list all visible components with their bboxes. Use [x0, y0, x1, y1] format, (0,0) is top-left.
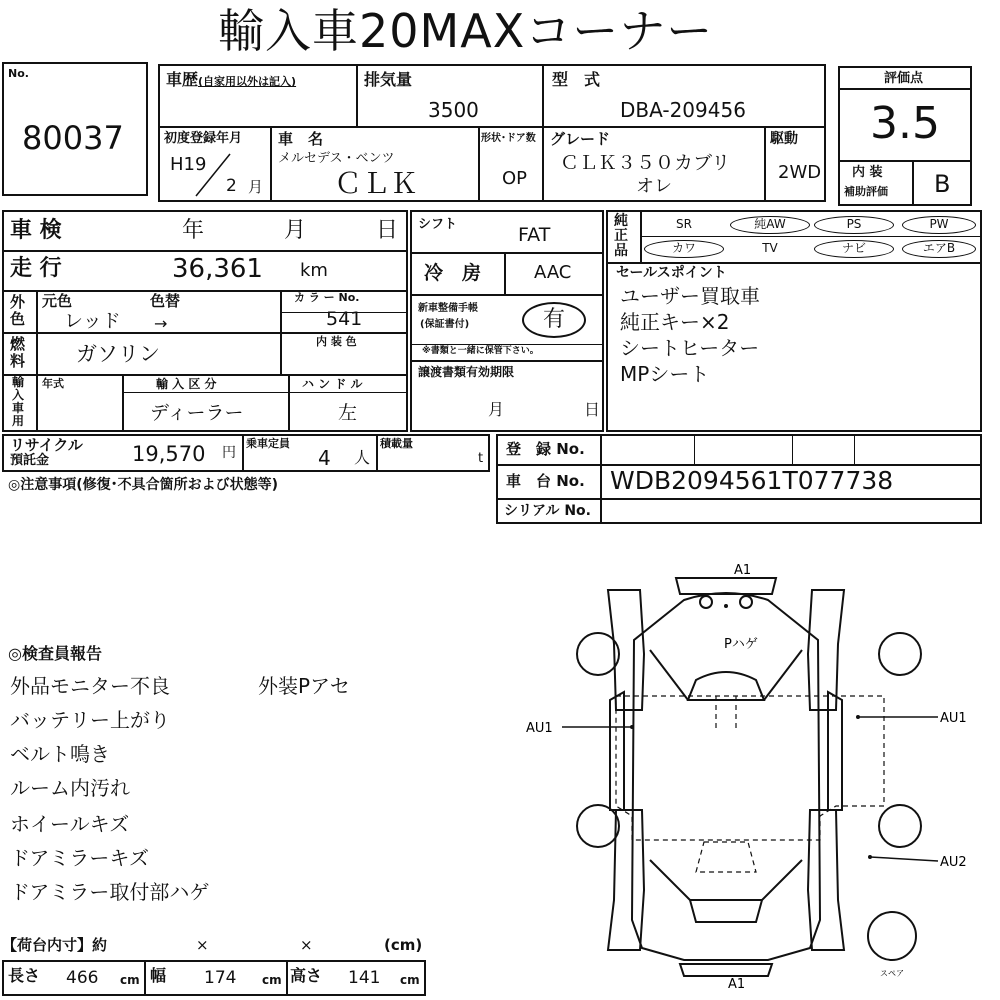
cargo-height-unit: cm: [400, 973, 420, 987]
vehicle-info-box: [158, 64, 826, 202]
cargo-height-label: 高さ: [290, 966, 323, 985]
interior-score-sublabel: 補助評価: [844, 185, 888, 198]
cargo-length-label: 長さ: [8, 966, 41, 985]
equipment-option: PS: [814, 216, 894, 234]
mileage-label: 走 行: [10, 256, 62, 281]
registration-box: [496, 434, 982, 524]
inspector-item: ベルト鳴き: [10, 742, 110, 766]
mileage-unit: km: [300, 260, 328, 281]
equipment-option: PW: [902, 216, 976, 234]
color-change-label: 色替: [150, 292, 181, 310]
mileage-value: 36,361: [172, 254, 263, 284]
interior-score-label: 内 装: [852, 165, 883, 180]
inspector-item: ホイールキズ: [10, 812, 130, 836]
sales-point-item: ユーザー買取車: [620, 284, 760, 308]
recycle-label: リサイクル: [10, 436, 83, 454]
cargo-table: [2, 960, 426, 996]
recycle-value: 19,570: [132, 442, 206, 466]
stock-no-box: [2, 62, 148, 196]
history-label: 車歴(自家用以外は記入): [166, 70, 297, 89]
stock-no-value: 80037: [22, 119, 124, 157]
transfer-day: 日: [584, 400, 601, 419]
score-label: 評価点: [884, 71, 924, 86]
cargo-title: 【荷台内寸】約: [2, 936, 108, 954]
drive-value: 2WD: [778, 162, 822, 183]
cargo-unit: (cm): [384, 936, 423, 954]
equipment-option: TV: [762, 241, 778, 255]
diagram-spare-label: スペア: [880, 969, 904, 978]
equipment-option: ナビ: [814, 240, 894, 258]
equipment-option: SR: [676, 217, 692, 231]
diagram-roof-note: Pハゲ: [724, 637, 758, 652]
grade-line1: ＣＬＫ３５０カブリ: [560, 152, 731, 174]
equipment-option: 純AW: [730, 216, 810, 234]
inspector-item: バッテリー上がり: [10, 708, 170, 732]
month-unit: 月: [248, 178, 264, 196]
record-book-value: 有: [522, 302, 586, 338]
import-type-label: 輸 入 区 分: [156, 377, 217, 391]
serial-label: シリアル No.: [504, 503, 591, 519]
interior-color-label: 内 装 色: [316, 335, 357, 348]
equipment-label: 純正品: [614, 213, 628, 259]
diagram-a1-top: A1: [734, 563, 752, 578]
car-damage-diagram: [520, 560, 990, 990]
drive-label: 駆動: [770, 131, 798, 147]
doors-value: OP: [502, 168, 528, 189]
chassis-value: WDB2094561T077738: [610, 466, 894, 495]
diagram-au1-left: AU1: [526, 721, 553, 736]
original-color-label: 元色: [42, 292, 73, 310]
stock-no-label: No.: [8, 67, 29, 80]
cargo-x2: ×: [300, 936, 313, 954]
equipment-option: エアB: [902, 240, 976, 258]
grade-line2: オレ: [636, 176, 672, 197]
shift-label: シフト: [418, 217, 458, 232]
inspector-item: ドアミラー取付部ハゲ: [10, 880, 210, 904]
model-year-label: 年式: [42, 377, 64, 390]
sales-point-item: シートヒーター: [620, 336, 760, 360]
diagram-a1-bottom: A1: [728, 977, 746, 990]
diagram-au1-right: AU1: [940, 711, 967, 726]
record-book-label: 新車整備手帳: [418, 303, 478, 314]
original-color: レッド: [64, 310, 121, 332]
cargo-length-value: 466: [66, 968, 99, 988]
doors-label: 形状･ドア数: [481, 133, 536, 144]
diagram-au2-right: AU2: [940, 855, 967, 870]
recycle-sublabel: 預託金: [10, 453, 50, 468]
inspector-title: ◎検査員報告: [8, 644, 102, 663]
inspection-year-label: 年: [182, 218, 205, 243]
page-title: 輸入車20MAXコーナー: [218, 4, 714, 58]
ac-label: 冷 房: [424, 262, 482, 284]
inspection-month-label: 月: [284, 218, 307, 243]
color-no: 541: [326, 308, 363, 330]
caution-label: ◎注意事項(修復･不具合箇所および状態等): [8, 477, 279, 493]
chassis-label: 車 台 No.: [506, 472, 585, 490]
handle-value: 左: [338, 402, 358, 424]
inspection-day-label: 日: [376, 218, 399, 243]
sales-point-item: MPシート: [620, 362, 710, 386]
sales-points-label: セールスポイント: [616, 265, 727, 281]
record-book-note: ※書類と一緒に保管下さい。: [422, 346, 539, 356]
capacity-value: 4: [318, 446, 331, 470]
displacement-label: 排気量: [364, 70, 413, 89]
cargo-height-value: 141: [348, 968, 381, 988]
capacity-label: 乗車定員: [246, 437, 290, 450]
cargo-width-label: 幅: [150, 966, 167, 985]
cargo-x1: ×: [196, 936, 209, 954]
inspector-item: 外品モニター不良: [10, 674, 170, 698]
yen-unit: 円: [222, 445, 236, 461]
fuel-label: 燃料: [10, 335, 26, 370]
model-value: DBA-209456: [620, 98, 746, 122]
import-label: 輸入車用: [12, 375, 25, 428]
color-no-label: カ ラ ー No.: [294, 291, 360, 304]
sales-point-item: 純正キー×2: [620, 310, 730, 334]
color-arrow: →: [154, 314, 168, 333]
shift-value: FAT: [518, 224, 551, 246]
inspector-extra: 外装Pアセ: [258, 674, 350, 698]
load-label: 積載量: [380, 437, 413, 450]
model-label: 型 式: [552, 70, 601, 89]
cargo-width-unit: cm: [262, 973, 282, 987]
first-reg-year: H19: [170, 154, 207, 175]
first-reg-month: 2: [226, 176, 237, 196]
equipment-option: カワ: [644, 240, 724, 258]
capacity-unit: 人: [354, 448, 371, 467]
inspection-table: [2, 210, 408, 432]
inspector-item: ルーム内汚れ: [10, 776, 130, 800]
first-reg-label: 初度登録年月: [164, 131, 243, 146]
cargo-width-value: 174: [204, 968, 237, 988]
import-type-value: ディーラー: [150, 402, 244, 424]
car-name-label: 車 名: [278, 130, 324, 148]
score-box: [838, 66, 972, 206]
equipment-box: [606, 210, 982, 432]
inspection-label: 車 検: [10, 218, 62, 243]
record-book-sublabel: (保証書付): [420, 319, 470, 330]
ac-value: AAC: [534, 262, 572, 283]
maker-name: メルセデス・ベンツ: [278, 151, 395, 166]
exterior-label: 外色: [10, 293, 26, 328]
load-unit: t: [478, 451, 484, 466]
handle-label: ハ ン ド ル: [302, 377, 363, 391]
shift-box: [410, 210, 604, 432]
interior-score-value: B: [934, 170, 951, 198]
score-value: 3.5: [870, 98, 940, 149]
transfer-month: 月: [488, 400, 505, 419]
fuel-value: ガソリン: [76, 342, 160, 366]
transfer-label: 譲渡書類有効期限: [418, 365, 515, 379]
cargo-length-unit: cm: [120, 973, 140, 987]
car-name: ＣＬＫ: [334, 167, 419, 200]
reg-no-label: 登 録 No.: [506, 440, 585, 458]
displacement-value: 3500: [428, 98, 479, 122]
inspector-item: ドアミラーキズ: [10, 846, 149, 870]
recycle-box: [2, 434, 490, 472]
grade-label: グレード: [550, 130, 611, 148]
